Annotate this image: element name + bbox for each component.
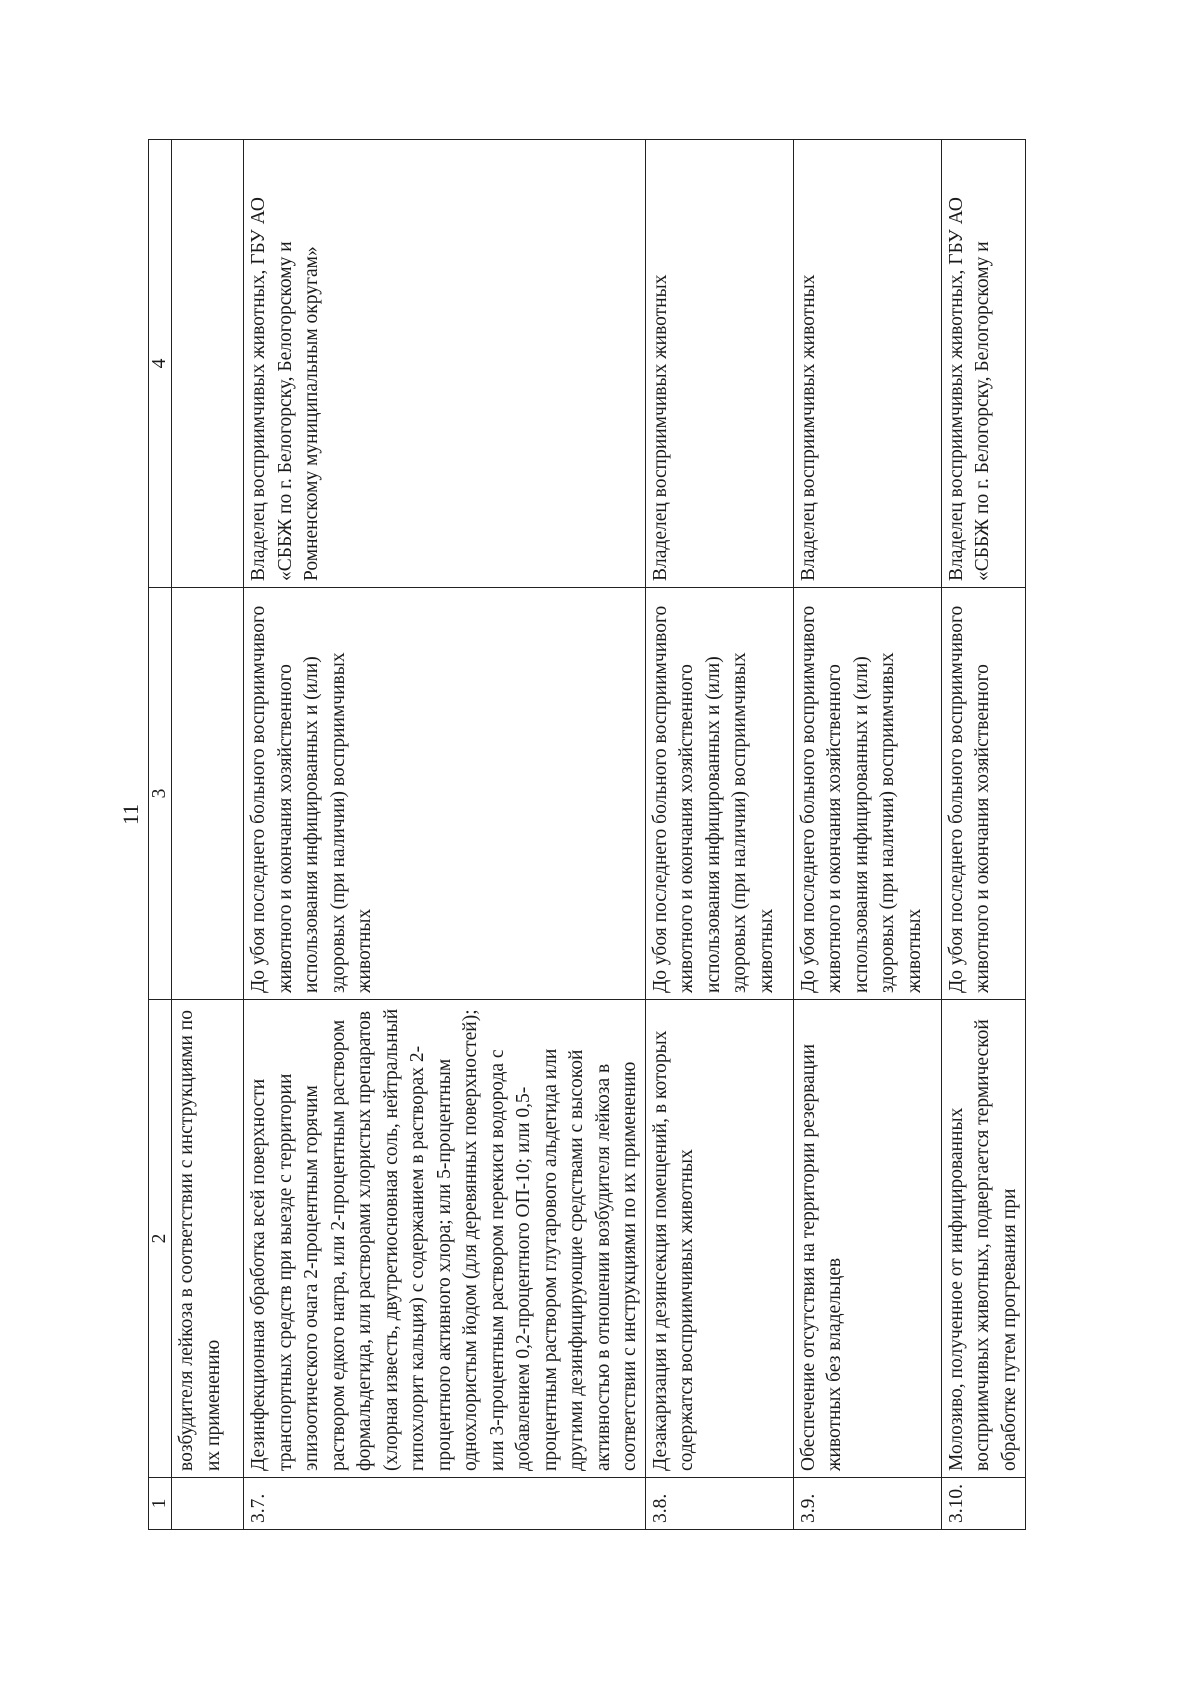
header-cell-3: 3 (149, 588, 172, 1000)
header-cell-2: 2 (149, 1000, 172, 1478)
measures-table (148, 139, 1026, 1530)
cell-term (172, 588, 244, 1000)
cell-measure: Молозиво, полученное от инфицированных восприимчивых животных, подвергается термической обработке путем прогревания при (941, 1000, 1025, 1478)
cell-responsible: Владелец восприимчивых животных, ГБУ АО «СББЖ по г. Белогорску, Белогорскому и (941, 140, 1025, 588)
table-row-continuation (172, 140, 244, 1530)
cell-responsible: Владелец восприимчивых животных, ГБУ АО «СББЖ по г. Белогорску, Белогорскому и Ромненскому муниципальным округам» (244, 140, 646, 588)
cell-num: 3.9. (793, 1478, 941, 1530)
cell-term: До убоя последнего больного восприимчивого животного и окончания хозяйственного использования инфицированных и (или) здоровых (при наличии) восприимчивых животных (793, 588, 941, 1000)
cell-num: 3.8. (645, 1478, 793, 1530)
table-header-row (149, 140, 172, 1530)
cell-responsible (172, 140, 244, 588)
cell-measure: Обеспечение отсутствия на территории резервации животных без владельцев (793, 1000, 941, 1478)
cell-measure: Дезакаризация и дезинсекция помещений, в которых содержатся восприимчивых животных (645, 1000, 793, 1478)
measures-table-container (148, 140, 1020, 1530)
cell-term: До убоя последнего больного восприимчивого животного и окончания хозяйственного использования инфицированных и (или) здоровых (при наличии) восприимчивых животных (645, 588, 793, 1000)
cell-measure: возбудителя лейкоза в соответствии с инструкциями по их применению (172, 1000, 244, 1478)
cell-measure: Дезинфекционная обработка всей поверхности транспортных средств при выезде с территории эпизоотического очага 2-процентным горячим раствором едкого натра, или 2-процентным раствором формальдегида, или растворами хлористых препаратов (хлорная известь, двутретиосновная соль, нейтральный гипохлорит кальция) с содержанием в растворах 2-процентного активного хлора; или 5-процентным однохлористым йодом (для деревянных поверхностей); или 3-процентным раствором перекиси водорода с добавлением 0,2-процентного ОП-10; или 0,5-процентным раствором глутарового альдегида или другими дезинфицирующие средствами с высокой активностью в отношении возбудителя лейкоза в соответствии с инструкциями по их применению (244, 1000, 646, 1478)
cell-responsible: Владелец восприимчивых животных (793, 140, 941, 588)
page-number: 11 (118, 803, 143, 825)
cell-responsible: Владелец восприимчивых животных (645, 140, 793, 588)
table-row (244, 140, 646, 1530)
cell-term: До убоя последнего больного восприимчивого животного и окончания хозяйственного (941, 588, 1025, 1000)
cell-num: 3.7. (244, 1478, 646, 1530)
header-cell-4: 4 (149, 140, 172, 588)
cell-term: До убоя последнего больного восприимчивого животного и окончания хозяйственного использования инфицированных и (или) здоровых (при наличии) восприимчивых животных (244, 588, 646, 1000)
table-row (645, 140, 793, 1530)
table-row (941, 140, 1025, 1530)
header-cell-1: 1 (149, 1478, 172, 1530)
cell-num: 3.10. (941, 1478, 1025, 1530)
table-row (793, 140, 941, 1530)
cell-num (172, 1478, 244, 1530)
